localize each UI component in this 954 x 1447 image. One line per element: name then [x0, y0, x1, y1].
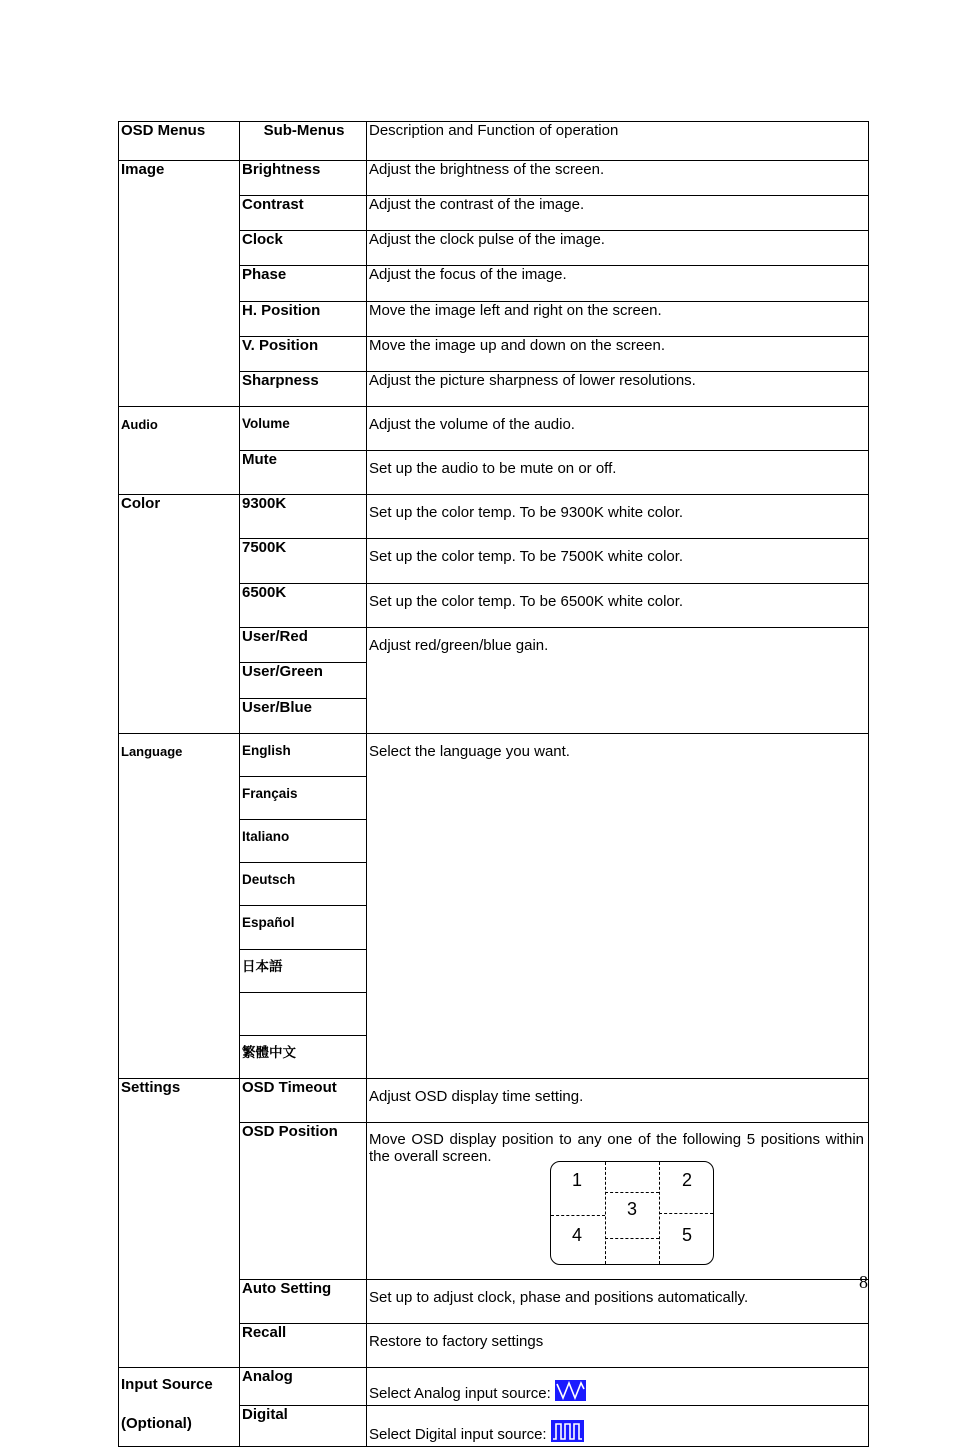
desc-h-position: Move the image left and right on the screen. [367, 302, 869, 337]
digital-pulse-icon [551, 1420, 584, 1446]
header-description: Description and Function of operation [367, 122, 869, 161]
sub-9300k: 9300K [240, 495, 367, 539]
sub-user-blue: User/Blue [240, 699, 367, 734]
position-label-1: 1 [572, 1170, 583, 1190]
osd-position-diagram [550, 1161, 714, 1265]
header-sub-menus: Sub-Menus [240, 122, 367, 161]
sub-brightness: Brightness [240, 161, 367, 196]
sub-user-green: User/Green [240, 663, 367, 699]
sub-traditional-chinese: 繁體中文 [240, 1036, 367, 1079]
menu-color: Color [119, 495, 240, 734]
header-osd-menus: OSD Menus [119, 122, 240, 161]
desc-analog-cell [367, 1368, 869, 1406]
sub-osd-position: OSD Position [240, 1123, 367, 1280]
menu-language: Language [119, 734, 240, 1079]
desc-sharpness: Adjust the picture sharpness of lower resolutions. [367, 372, 869, 407]
osd-menu-table [118, 121, 869, 1447]
sub-contrast: Contrast [240, 196, 367, 231]
desc-digital: Select Digital input source: [369, 1426, 547, 1443]
desc-phase: Adjust the focus of the image. [367, 266, 869, 302]
desc-v-position: Move the image up and down on the screen. [367, 337, 869, 372]
sub-v-position: V. Position [240, 337, 367, 372]
sub-empty [240, 993, 367, 1036]
sub-volume: Volume [240, 407, 367, 451]
sub-h-position: H. Position [240, 302, 367, 337]
desc-7500k: Set up the color temp. To be 7500K white color. [367, 539, 869, 584]
desc-recall: Restore to factory settings [367, 1324, 869, 1368]
sub-espanol: Español [240, 906, 367, 950]
sub-recall: Recall [240, 1324, 367, 1368]
position-label-5: 5 [682, 1225, 693, 1245]
desc-brightness: Adjust the brightness of the screen. [367, 161, 869, 196]
sub-english: English [240, 734, 367, 777]
desc-auto-setting: Set up to adjust clock, phase and positions automatically. [367, 1280, 869, 1324]
sub-auto-setting: Auto Setting [240, 1280, 367, 1324]
page-number: 8 [859, 1272, 868, 1292]
sub-digital: Digital [240, 1406, 367, 1447]
sub-phase: Phase [240, 266, 367, 302]
sub-italiano: Italiano [240, 820, 367, 863]
sub-sharpness: Sharpness [240, 372, 367, 407]
desc-osd-position: Move OSD display position to any one of the following 5 positions within the overall screen. [369, 1131, 864, 1165]
sub-6500k: 6500K [240, 584, 367, 628]
menu-input-source-cell [119, 1368, 240, 1447]
desc-language: Select the language you want. [367, 734, 869, 1079]
desc-mute: Set up the audio to be mute on or off. [367, 451, 869, 495]
sub-analog: Analog [240, 1368, 367, 1406]
desc-clock: Adjust the clock pulse of the image. [367, 231, 869, 266]
sub-user-red: User/Red [240, 628, 367, 663]
sub-japanese: 日本語 [240, 950, 367, 993]
menu-settings: Settings [119, 1079, 240, 1368]
sub-francais: Français [240, 777, 367, 820]
desc-digital-cell [367, 1406, 869, 1447]
desc-analog: Select Analog input source: [369, 1385, 551, 1402]
sub-clock: Clock [240, 231, 367, 266]
position-label-2: 2 [682, 1170, 693, 1190]
desc-9300k: Set up the color temp. To be 9300K white color. [367, 495, 869, 539]
analog-wave-icon [555, 1380, 586, 1405]
menu-audio: Audio [119, 407, 240, 495]
desc-osd-timeout: Adjust OSD display time setting. [367, 1079, 869, 1123]
sub-deutsch: Deutsch [240, 863, 367, 906]
menu-input-source: Input Source [121, 1376, 213, 1393]
sub-mute: Mute [240, 451, 367, 495]
desc-volume: Adjust the volume of the audio. [367, 407, 869, 451]
desc-user-gain: Adjust red/green/blue gain. [367, 628, 869, 734]
desc-osd-position-cell [367, 1123, 869, 1280]
desc-contrast: Adjust the contrast of the image. [367, 196, 869, 231]
menu-image: Image [119, 161, 240, 407]
desc-6500k: Set up the color temp. To be 6500K white color. [367, 584, 869, 628]
sub-osd-timeout: OSD Timeout [240, 1079, 367, 1123]
position-label-4: 4 [572, 1225, 583, 1245]
position-label-3: 3 [627, 1199, 638, 1219]
sub-7500k: 7500K [240, 539, 367, 584]
menu-input-source-note: (Optional) [121, 1415, 192, 1432]
